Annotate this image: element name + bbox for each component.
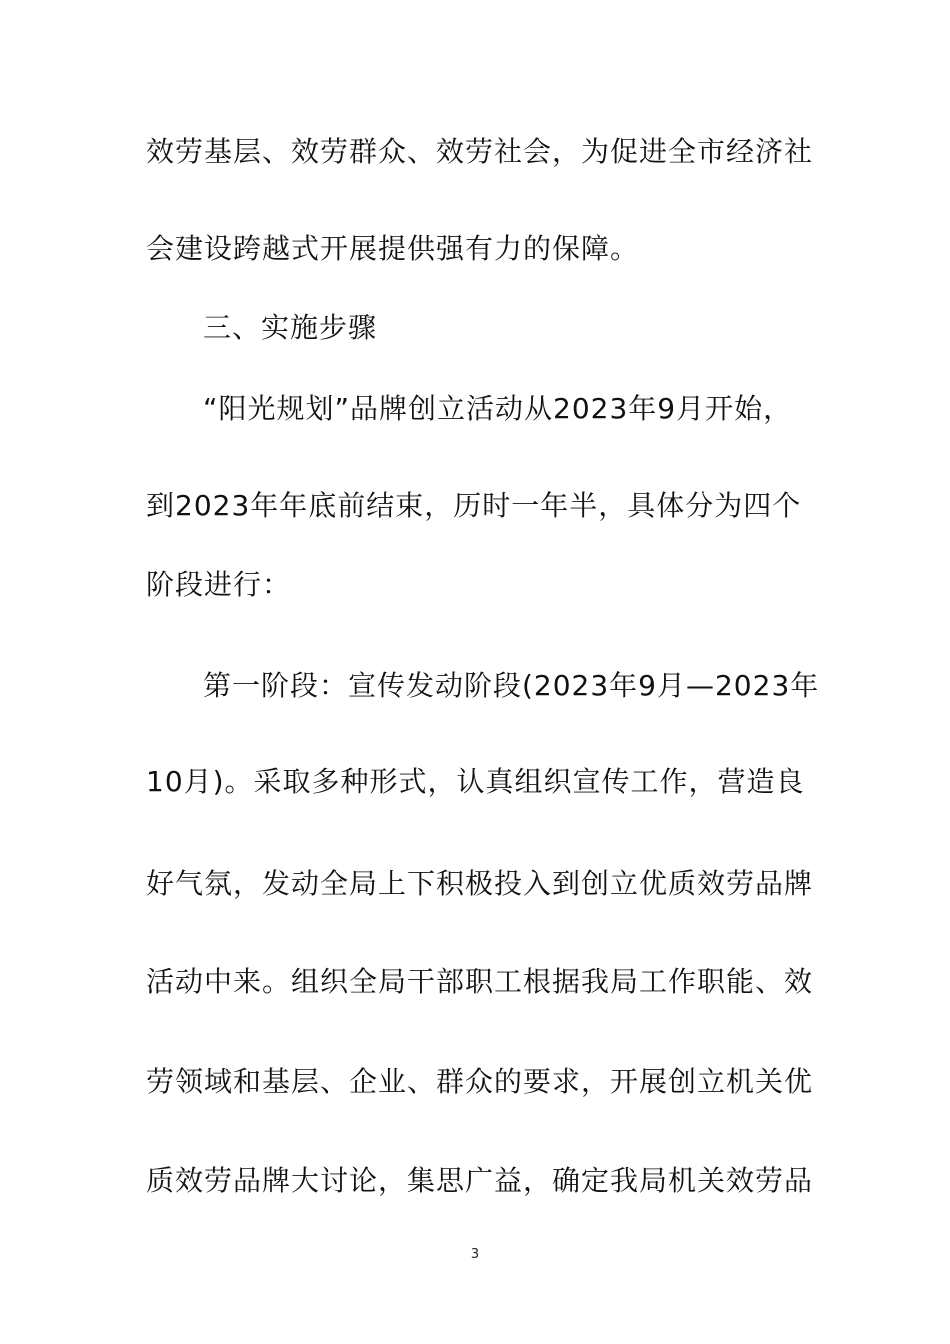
text-line: 第一阶段：宣传发动阶段(2023年9月—2023年 bbox=[203, 669, 820, 702]
text-line: 活动中来。组织全局干部职工根据我局工作职能、效 bbox=[146, 965, 814, 998]
section-heading: 三、实施步骤 bbox=[203, 311, 378, 344]
page-number: 3 bbox=[470, 1247, 480, 1262]
text-line: 劳领域和基层、企业、群众的要求，开展创立机关优 bbox=[146, 1065, 814, 1098]
text-line: “阳光规划”品牌创立活动从2023年9月开始， bbox=[203, 392, 793, 425]
text-line: 会建设跨越式开展提供强有力的保障。 bbox=[146, 232, 640, 265]
text-line: 阶段进行： bbox=[146, 568, 292, 601]
text-line: 好气氛，发动全局上下积极投入到创立优质效劳品牌 bbox=[146, 867, 814, 900]
text-line: 10月)。采取多种形式，认真组织宣传工作，营造良 bbox=[146, 765, 805, 798]
text-line: 质效劳品牌大讨论，集思广益，确定我局机关效劳品 bbox=[146, 1164, 814, 1197]
text-line: 效劳基层、效劳群众、效劳社会，为促进全市经济社 bbox=[146, 135, 814, 168]
text-line: 到2023年年底前结束，历时一年半，具体分为四个 bbox=[146, 489, 802, 522]
